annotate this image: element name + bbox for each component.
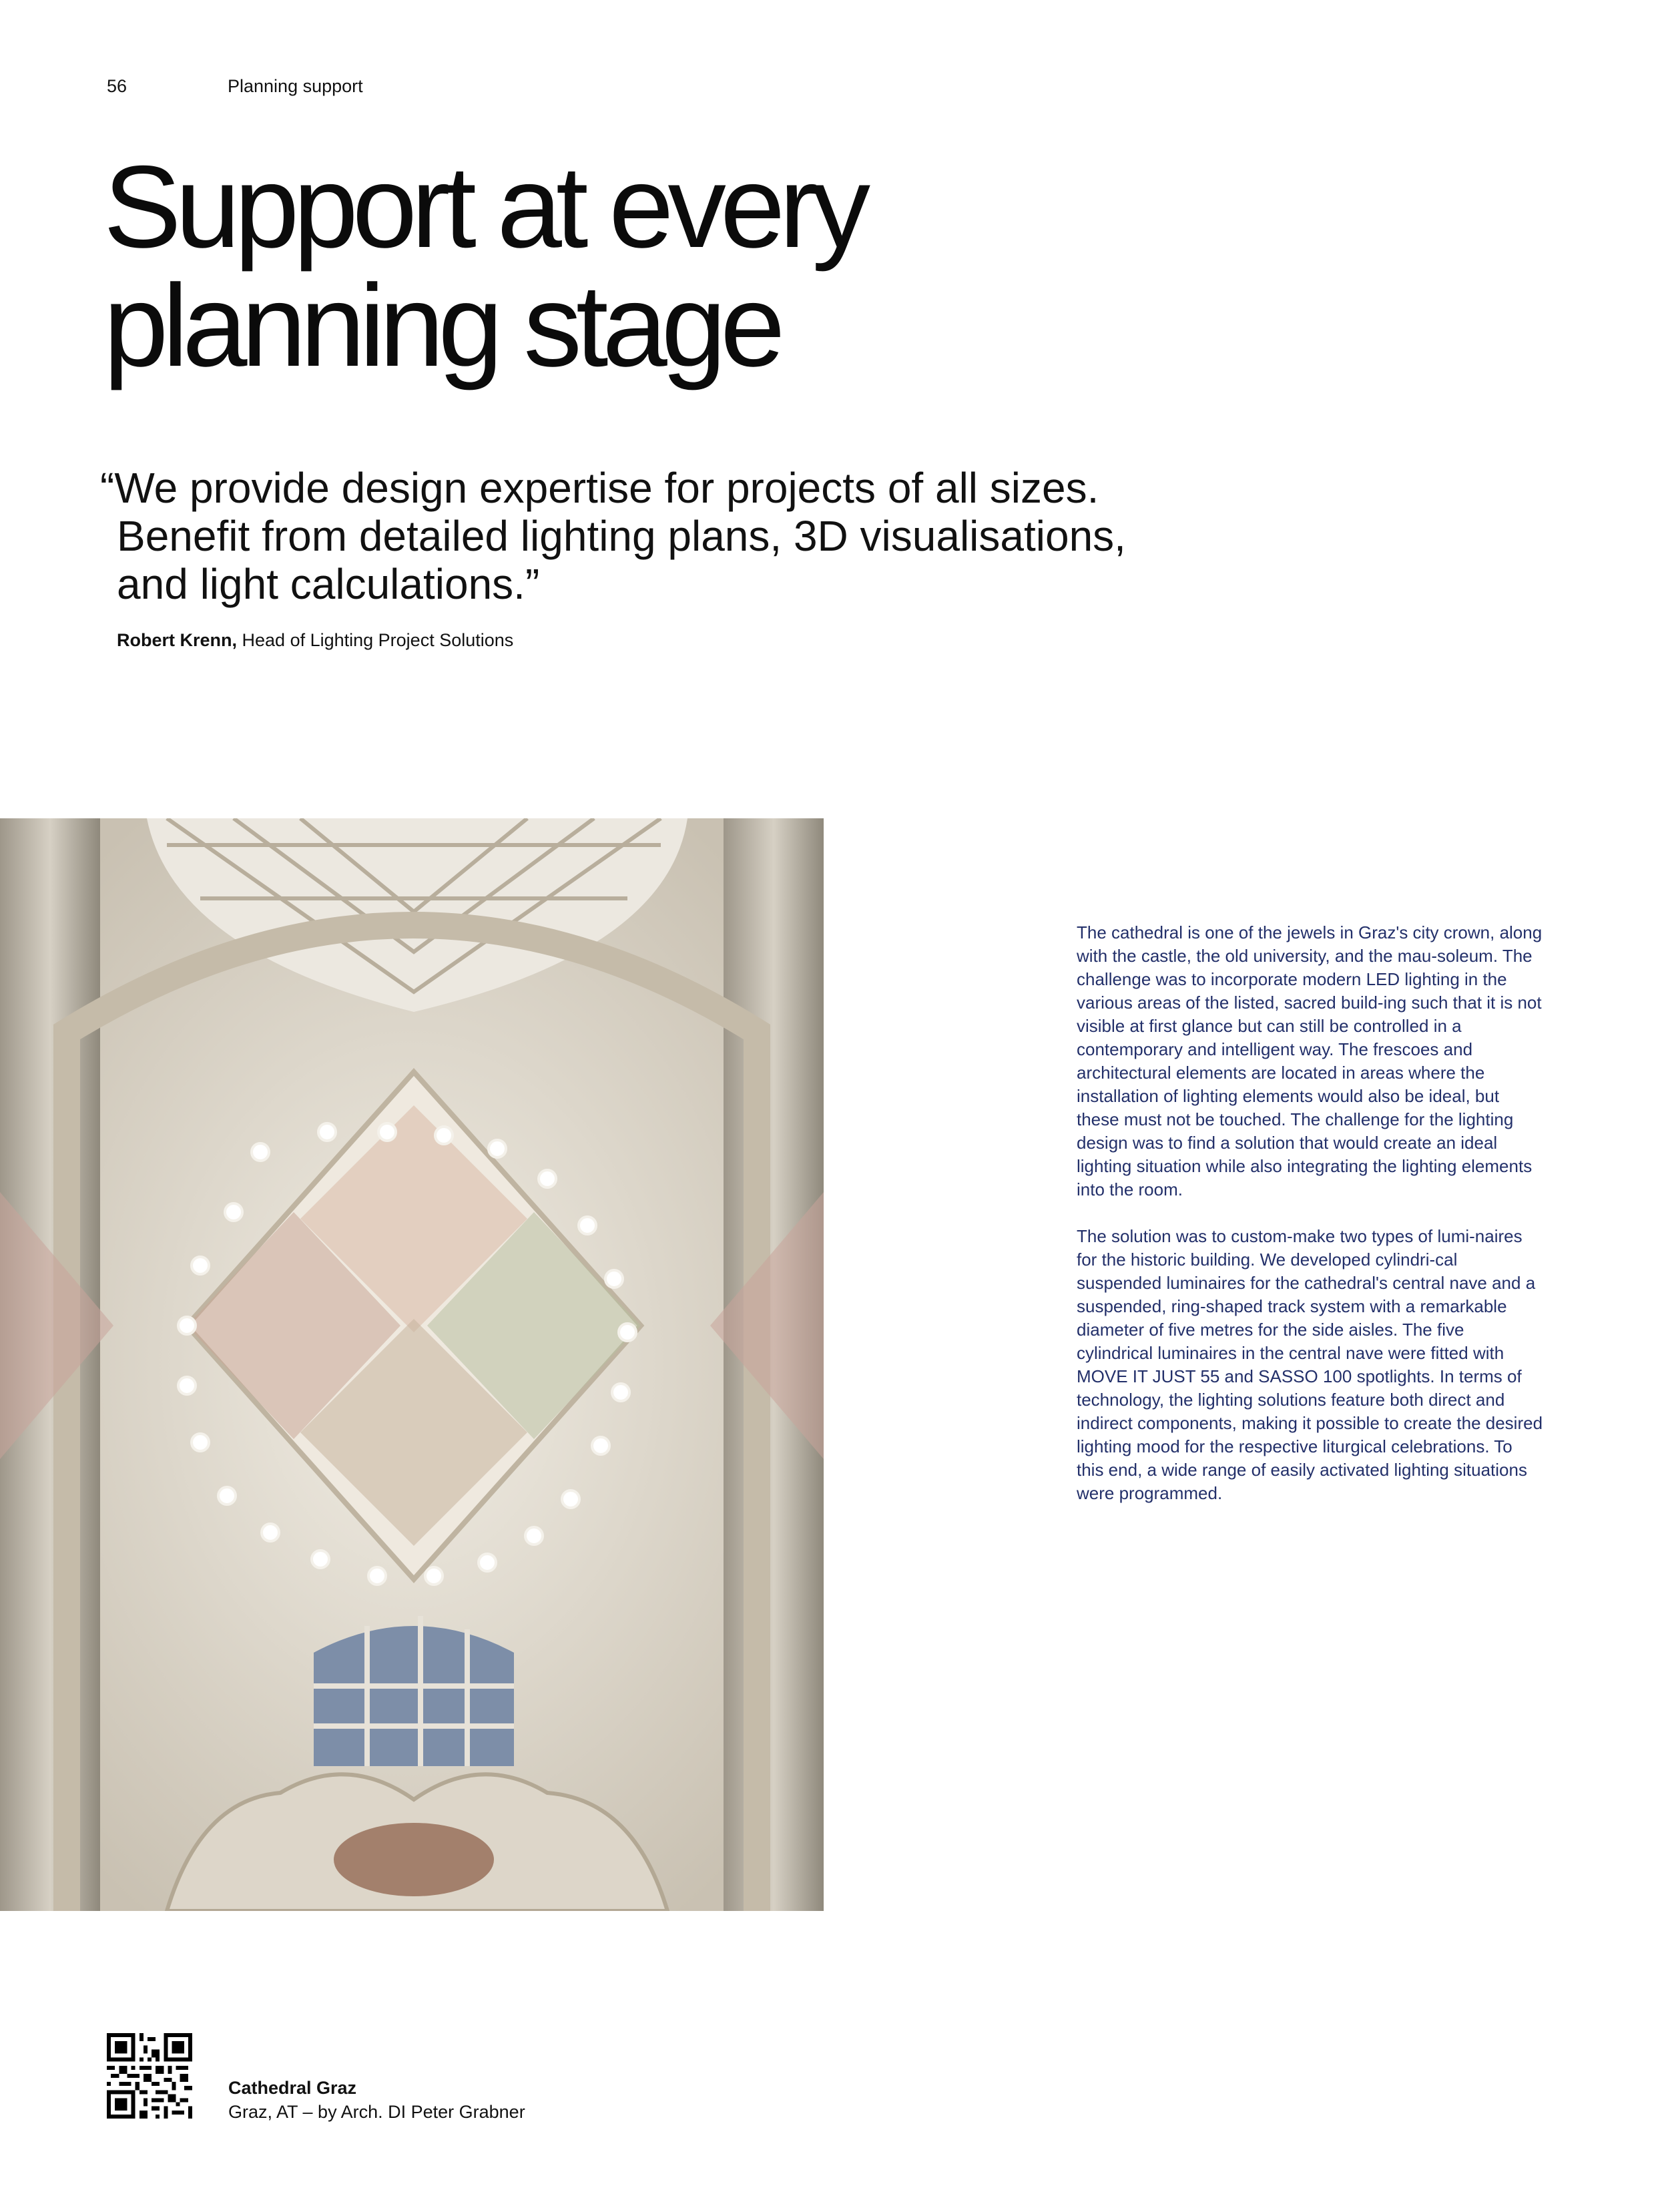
page-number: 56 xyxy=(107,76,127,96)
quote-attribution xyxy=(117,630,513,651)
article-paragraph-2: The solution was to custom-make two types of lumi-naires for the historic building. We developed cylindri-cal suspended luminaires for the cathedral's central nave and a suspended, ring-shaped track system with a remarkable diameter of five metres for the side aisles. The five cylindrical luminaires in the central nave were fitted with MOVE IT JUST 55 and SASSO 100 spotlights. In terms of technology, the lighting solutions feature both direct and indirect components, making it possible to create the desired lighting mood for the respective liturgical celebrations. To this end, a wide range of easily activated lighting situations were programmed. xyxy=(1077,1226,1543,1503)
page-title-line-1: Support at every xyxy=(103,142,865,272)
pull-quote-line-2: Benefit from detailed lighting plans, 3D visualisations, xyxy=(117,512,1126,560)
cathedral-ceiling-illustration xyxy=(0,818,824,1911)
article-paragraph-1: The cathedral is one of the jewels in Graz's city crown, along with the castle, the old university, and the mau-soleum. The challenge was to incorporate modern LED lighting in the various areas of the listed, sacred build-ing such that it is not visible at first glance but can still be controlled in a contemporary and intelligent way. The frescoes and architectural elements are located in areas where the installation of lighting elements would also be ideal, but these must not be touched. The challenge for the lighting design was to find a solution that would create an ideal lighting situation while also integrating the lighting elements into the room. xyxy=(1077,922,1543,1199)
page-title-line-2: planning stage xyxy=(103,261,780,391)
photo-caption-subtitle: Graz, AT – by Arch. DI Peter Grabner xyxy=(228,2102,525,2122)
qr-code-icon[interactable] xyxy=(107,2033,192,2119)
attribution-role: Head of Lighting Project Solutions xyxy=(237,630,514,650)
photo-caption-title: Cathedral Graz xyxy=(228,2078,357,2098)
pull-quote-line-1: “We provide design expertise for projects of all sizes. xyxy=(100,464,1099,512)
article-body xyxy=(1077,921,1544,1529)
page-title xyxy=(103,142,865,391)
section-label: Planning support xyxy=(228,76,363,96)
cathedral-ceiling-photo xyxy=(0,818,824,1911)
pull-quote-line-3: and light calculations.” xyxy=(117,560,540,608)
attribution-name: Robert Krenn, xyxy=(117,630,238,650)
pull-quote xyxy=(100,464,1235,608)
